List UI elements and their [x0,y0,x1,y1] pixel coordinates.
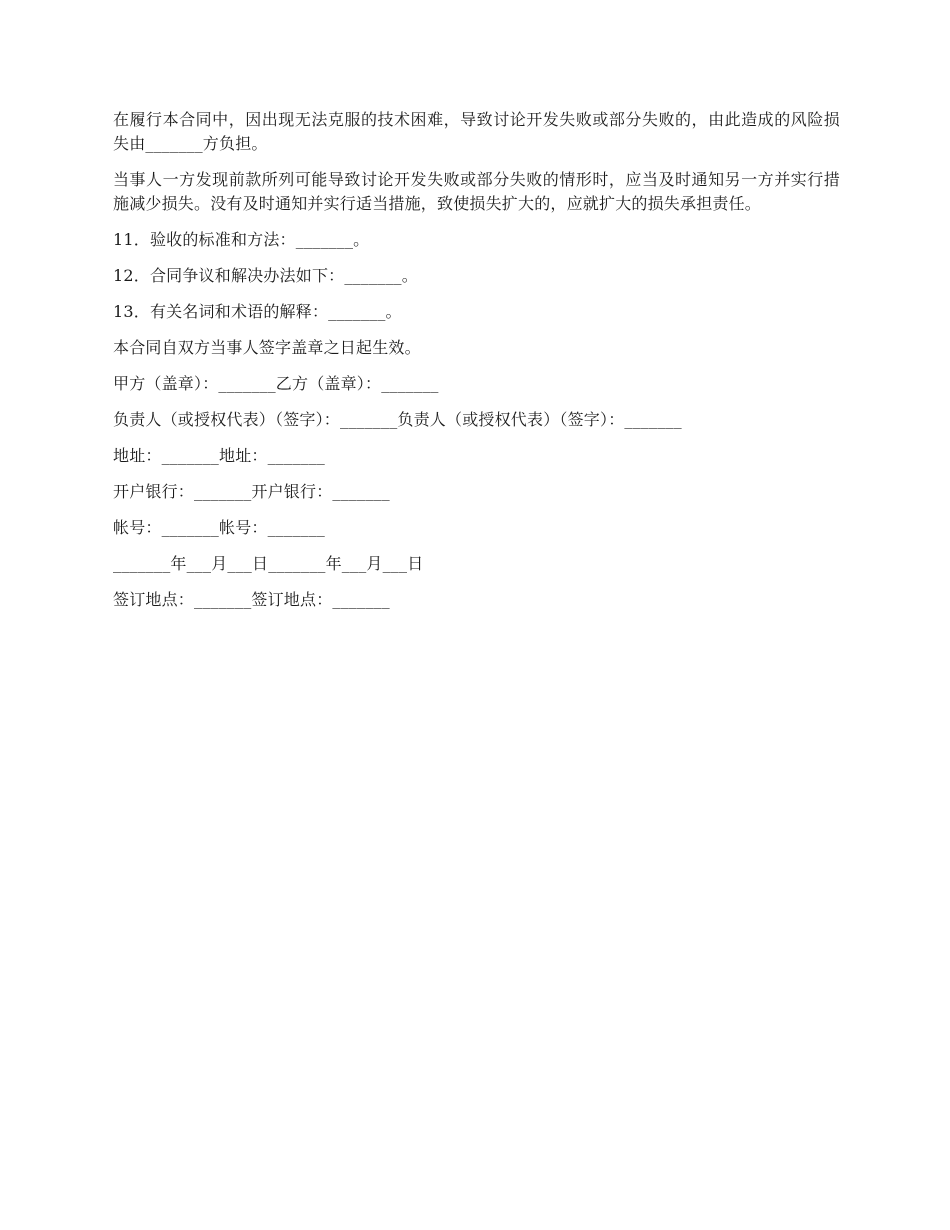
paragraph-notify-obligation: 当事人一方发现前款所列可能导致讨论开发失败或部分失败的情形时，应当及时通知另一方并实行措施减少损失。没有及时通知并实行适当措施，致使损失扩大的，应就扩大的损失承担责任。 [113,170,840,213]
paragraph-risk-burden: 在履行本合同中，因出现无法克服的技术困难，导致讨论开发失败或部分失败的，由此造成的风险损失由_______方负担。 [113,110,840,153]
document-page [113,108,840,624]
signature-date: _______年___月___日_______年___月___日 [113,554,424,573]
signature-account: 帐号：_______帐号：_______ [113,518,326,537]
signature-bank: 开户银行：_______开户银行：_______ [113,482,390,501]
effective-statement: 本合同自双方当事人签字盖章之日起生效。 [113,338,421,357]
signature-parties: 甲方（盖章）：_______乙方（盖章）：_______ [113,374,439,393]
clause-11-acceptance: 11．验收的标准和方法：_______。 [113,230,370,249]
clause-12-disputes: 12．合同争议和解决办法如下：_______。 [113,266,418,285]
signature-representatives: 负责人（或授权代表）（签字）：_______负责人（或授权代表）（签字）：_______ [113,410,682,429]
signature-place: 签订地点：_______签订地点：_______ [113,590,390,609]
clause-13-terms: 13．有关名词和术语的解释：_______。 [113,302,402,321]
signature-address: 地址：_______地址：_______ [113,446,326,465]
